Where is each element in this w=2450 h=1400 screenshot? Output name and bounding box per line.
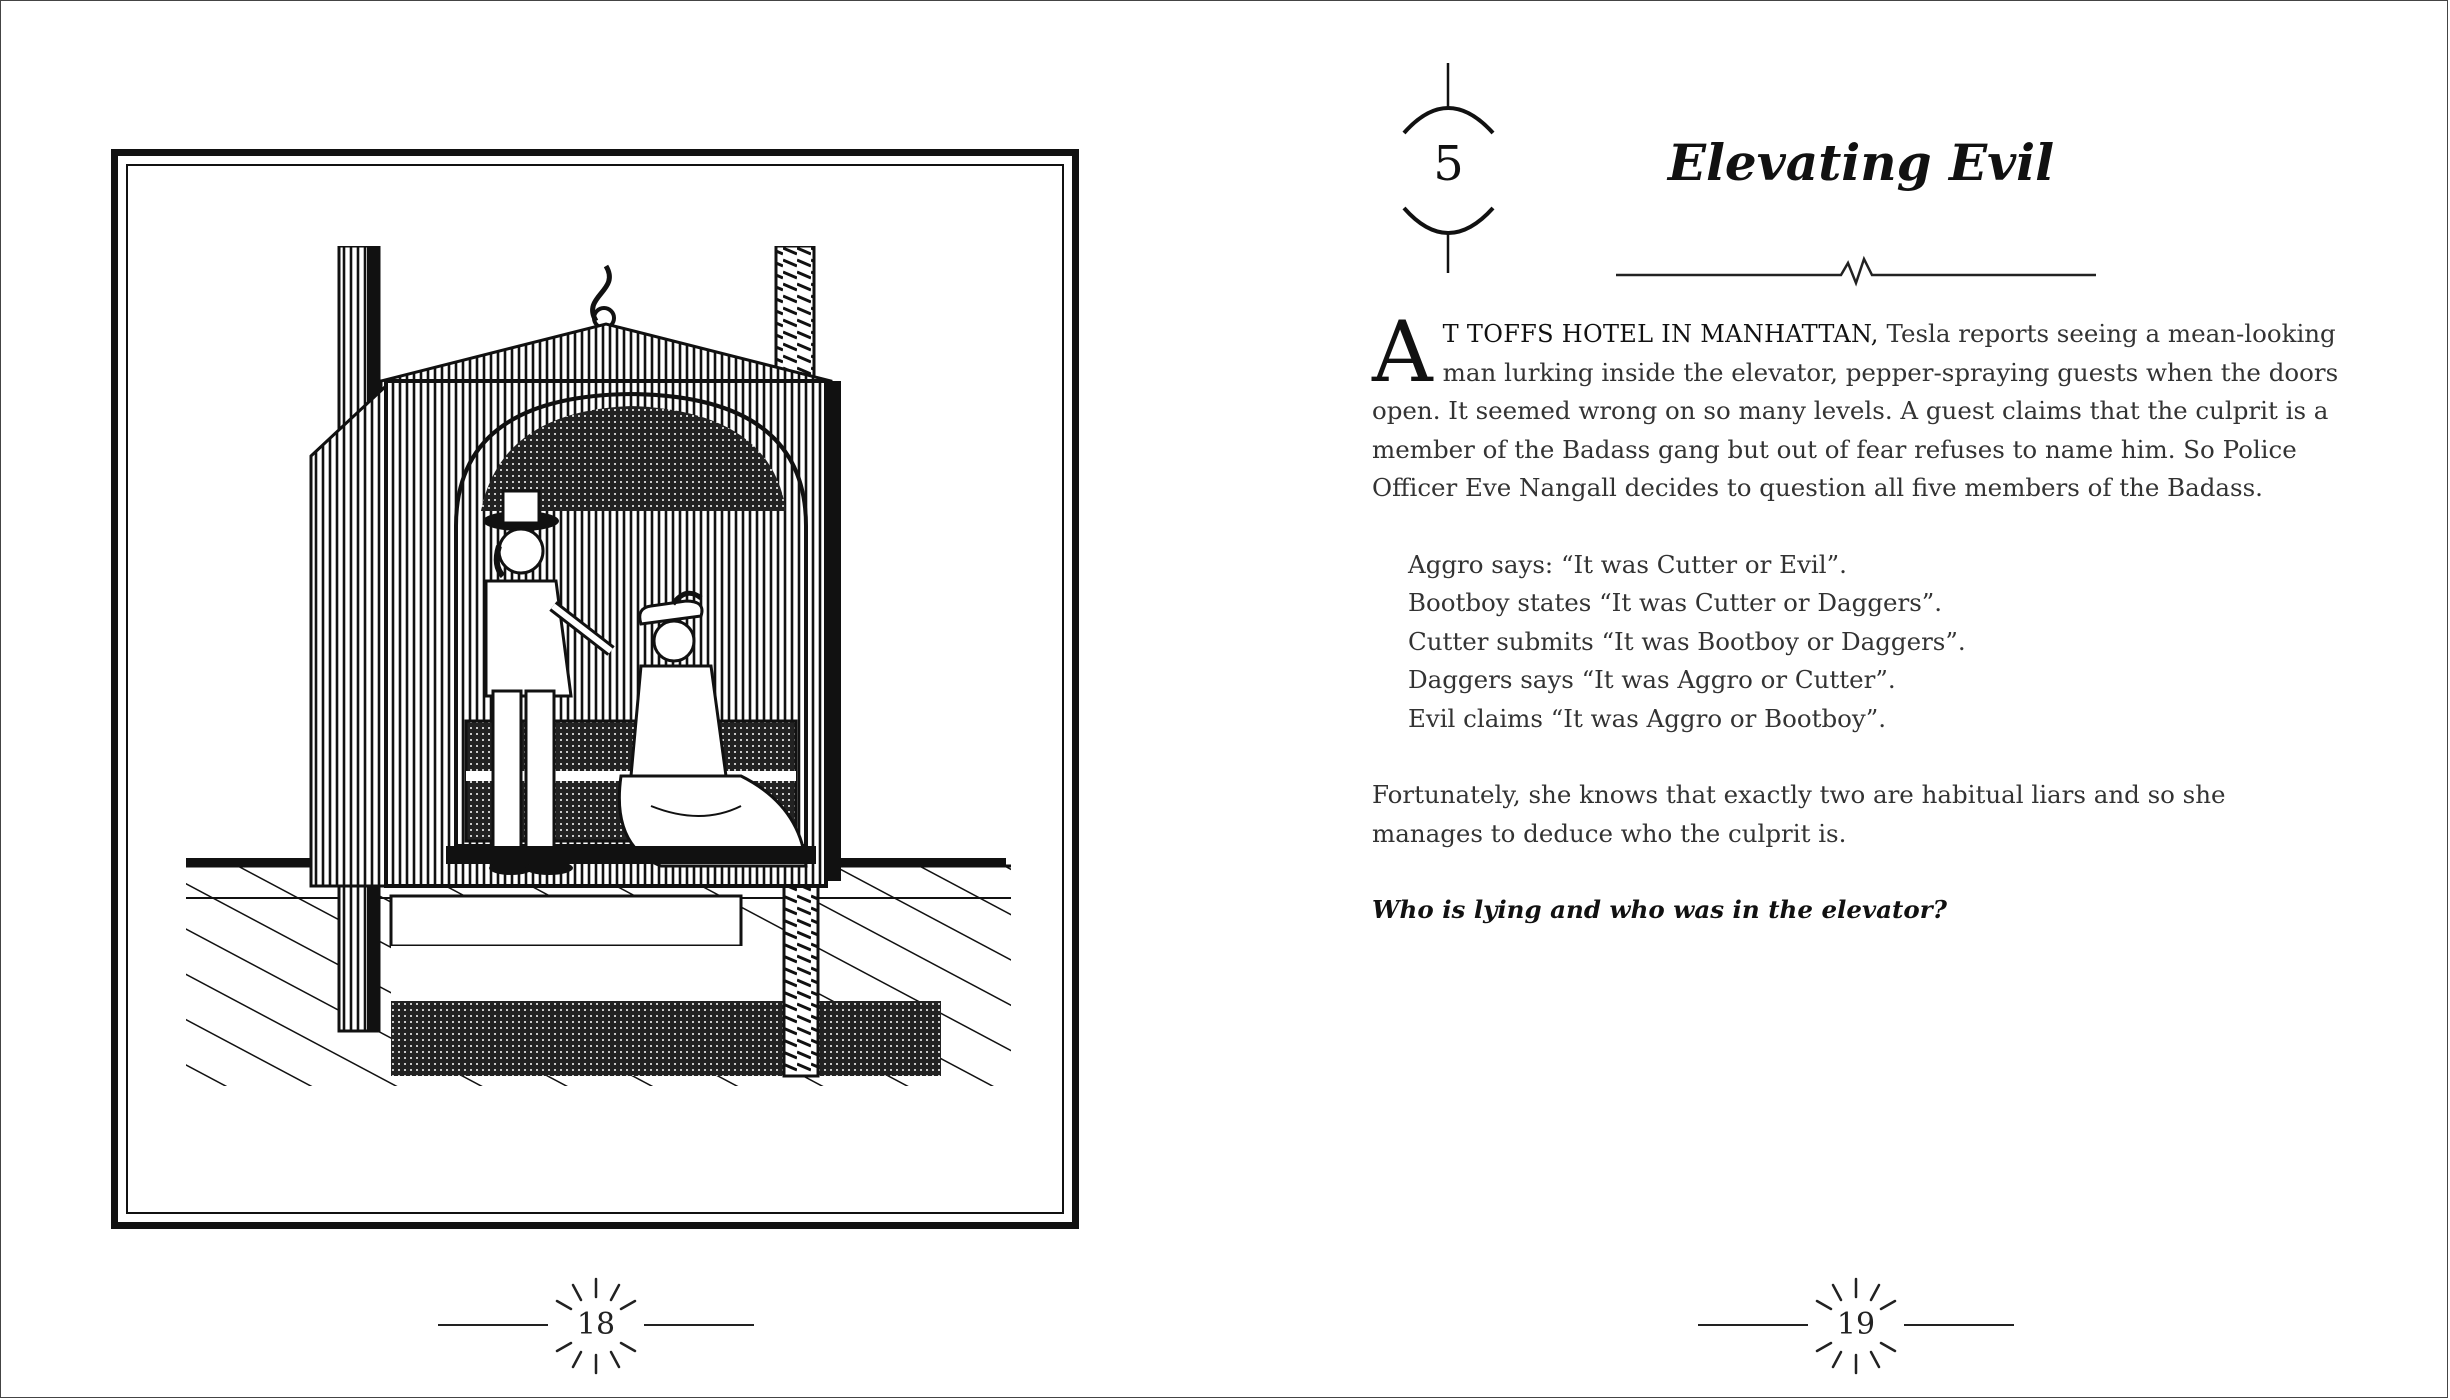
page-number: 19 xyxy=(1836,1307,1876,1342)
elevator-illustration xyxy=(181,246,1011,1091)
page-number: 18 xyxy=(576,1307,616,1342)
page-number-left xyxy=(426,1271,766,1381)
statement-item: Bootboy states “It was Cutter or Daggers”. xyxy=(1408,588,1943,617)
chapter-title: Elevating Evil xyxy=(1667,133,2055,192)
folio-rule-right xyxy=(644,1324,754,1326)
folio-rule-right xyxy=(1904,1324,2014,1326)
statement-item: Cutter submits “It was Bootboy or Daggers”. xyxy=(1408,626,1966,656)
chapter-number: 5 xyxy=(1433,136,1464,192)
puzzle-text xyxy=(1372,303,2342,930)
title-divider xyxy=(1616,251,2096,291)
page-number-right xyxy=(1686,1271,2026,1381)
intro-text: Tesla reports seeing a mean-looking man lurking inside the elevator, pepper-spraying guests when the doors open. It seemed wrong on so many levels. A guest claims that the culprit is a member of the Badass gang but out of fear refuses to name him. So Police Officer Eve Nangall decides to question all five members of the Badass. xyxy=(1372,319,2339,502)
conclusion-paragraph: Fortunately, she knows that exactly two are habitual liars and so she manages to deduce who the culprit is. xyxy=(1372,780,2226,848)
statement-list xyxy=(1372,546,2342,739)
statement-item: Aggro says: “It was Cutter or Evil”. xyxy=(1408,549,1847,579)
puzzle-question: Who is lying and who was in the elevator? xyxy=(1372,895,1947,924)
statement-item: Daggers says “It was Aggro or Cutter”. xyxy=(1408,665,1896,694)
folio-rule-left xyxy=(438,1324,548,1326)
lead-in: T TOFFS HOTEL IN MANHATTAN, xyxy=(1442,320,1879,348)
statement-item: Evil claims “It was Aggro or Bootboy”. xyxy=(1408,703,1887,733)
folio-rule-left xyxy=(1698,1324,1808,1326)
drop-cap: A xyxy=(1372,303,1433,401)
intro-paragraph xyxy=(1372,303,2342,508)
